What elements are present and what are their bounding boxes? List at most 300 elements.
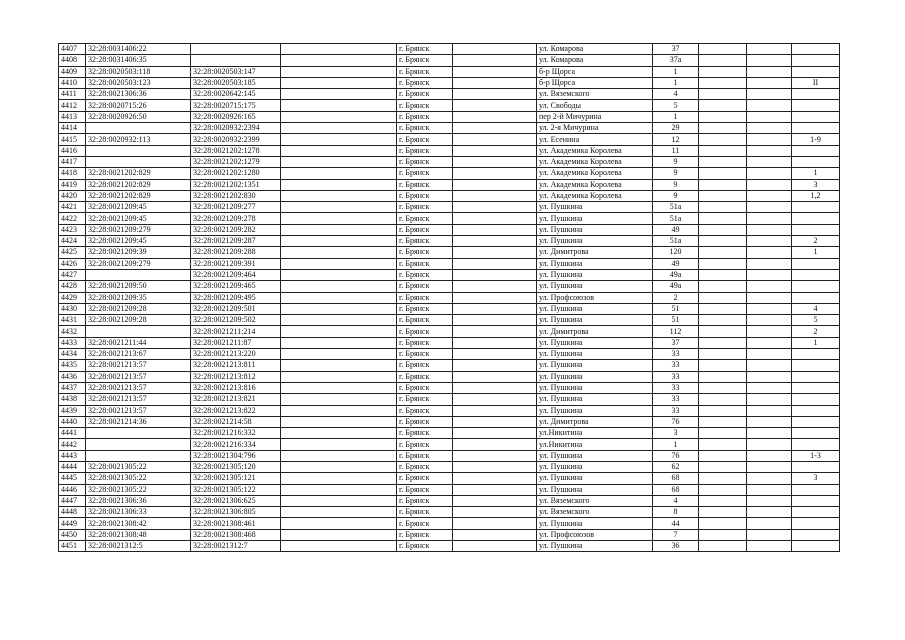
flat-number-cell xyxy=(792,349,840,360)
empty-cell xyxy=(281,518,397,529)
empty-cell xyxy=(453,145,537,156)
house-number-cell: 49а xyxy=(653,269,699,280)
empty-cell xyxy=(747,461,792,472)
parcel-cadastral-cell xyxy=(86,145,191,156)
row-number-cell: 4427 xyxy=(59,269,86,280)
empty-cell xyxy=(453,394,537,405)
house-number-cell: 9 xyxy=(653,190,699,201)
table-row xyxy=(59,507,840,518)
table-row xyxy=(59,360,840,371)
parcel-cadastral-cell: 32:28:0020503:118 xyxy=(86,66,191,77)
empty-cell xyxy=(281,326,397,337)
table-body xyxy=(59,44,840,552)
house-number-cell: 76 xyxy=(653,416,699,427)
parcel-cadastral-cell: 32:28:0021202:829 xyxy=(86,190,191,201)
house-number-cell: 1 xyxy=(653,111,699,122)
row-number-cell: 4437 xyxy=(59,382,86,393)
flat-number-cell xyxy=(792,394,840,405)
row-number-cell: 4413 xyxy=(59,111,86,122)
row-number-cell: 4449 xyxy=(59,518,86,529)
parcel-cadastral-cell: 32:28:0021305:22 xyxy=(86,461,191,472)
city-cell: г. Брянск xyxy=(397,134,453,145)
street-cell: ул. 2-я Мичурина xyxy=(537,123,653,134)
house-number-cell: 51 xyxy=(653,315,699,326)
empty-cell xyxy=(453,202,537,213)
parcel-cadastral-cell: 32:28:0021214:36 xyxy=(86,416,191,427)
empty-cell xyxy=(747,326,792,337)
flat-number-cell xyxy=(792,111,840,122)
empty-cell xyxy=(453,134,537,145)
house-number-cell: 37 xyxy=(653,44,699,55)
parcel-cadastral-cell: 32:28:0031406:35 xyxy=(86,55,191,66)
table-row xyxy=(59,55,840,66)
empty-cell xyxy=(699,145,747,156)
empty-cell xyxy=(699,123,747,134)
empty-cell xyxy=(281,439,397,450)
row-number-cell: 4424 xyxy=(59,236,86,247)
flat-number-cell xyxy=(792,416,840,427)
table-row xyxy=(59,495,840,506)
empty-cell xyxy=(453,349,537,360)
parcel-cadastral-cell: 32:28:0021308:42 xyxy=(86,518,191,529)
row-number-cell: 4425 xyxy=(59,247,86,258)
street-cell: ул. Пушкина xyxy=(537,315,653,326)
street-cell: ул. Пушкина xyxy=(537,213,653,224)
city-cell: г. Брянск xyxy=(397,66,453,77)
empty-cell xyxy=(453,405,537,416)
empty-cell xyxy=(281,473,397,484)
empty-cell xyxy=(453,224,537,235)
flat-number-cell: 2 xyxy=(792,326,840,337)
empty-cell xyxy=(747,202,792,213)
parcel-cadastral-cell: 32:28:0021213:57 xyxy=(86,382,191,393)
empty-cell xyxy=(699,224,747,235)
empty-cell xyxy=(747,55,792,66)
empty-cell xyxy=(699,190,747,201)
building-cadastral-cell: 32:28:0021209:277 xyxy=(191,202,281,213)
table-row xyxy=(59,394,840,405)
empty-cell xyxy=(747,405,792,416)
empty-cell xyxy=(699,111,747,122)
empty-cell xyxy=(281,100,397,111)
flat-number-cell xyxy=(792,541,840,552)
empty-cell xyxy=(699,541,747,552)
house-number-cell: 36 xyxy=(653,541,699,552)
empty-cell xyxy=(699,529,747,540)
empty-cell xyxy=(453,168,537,179)
empty-cell xyxy=(699,349,747,360)
house-number-cell: 37 xyxy=(653,337,699,348)
city-cell: г. Брянск xyxy=(397,349,453,360)
row-number-cell: 4410 xyxy=(59,77,86,88)
empty-cell xyxy=(453,123,537,134)
table-row xyxy=(59,224,840,235)
empty-cell xyxy=(281,179,397,190)
empty-cell xyxy=(699,202,747,213)
house-number-cell: 112 xyxy=(653,326,699,337)
house-number-cell: 7 xyxy=(653,529,699,540)
table-row xyxy=(59,269,840,280)
city-cell: г. Брянск xyxy=(397,303,453,314)
empty-cell xyxy=(281,247,397,258)
empty-cell xyxy=(699,382,747,393)
table-row xyxy=(59,473,840,484)
row-number-cell: 4440 xyxy=(59,416,86,427)
building-cadastral-cell: 32:28:0021305:121 xyxy=(191,473,281,484)
empty-cell xyxy=(747,111,792,122)
table-row xyxy=(59,179,840,190)
building-cadastral-cell: 32:28:0021209:501 xyxy=(191,303,281,314)
empty-cell xyxy=(281,337,397,348)
row-number-cell: 4443 xyxy=(59,450,86,461)
street-cell: б-р Щорса xyxy=(537,66,653,77)
row-number-cell: 4421 xyxy=(59,202,86,213)
flat-number-cell xyxy=(792,371,840,382)
city-cell: г. Брянск xyxy=(397,44,453,55)
house-number-cell: 5 xyxy=(653,100,699,111)
house-number-cell: 49 xyxy=(653,258,699,269)
building-cadastral-cell: 32:28:0021306:805 xyxy=(191,507,281,518)
empty-cell xyxy=(281,134,397,145)
flat-number-cell xyxy=(792,269,840,280)
empty-cell xyxy=(747,484,792,495)
house-number-cell: 120 xyxy=(653,247,699,258)
city-cell: г. Брянск xyxy=(397,202,453,213)
row-number-cell: 4416 xyxy=(59,145,86,156)
empty-cell xyxy=(699,518,747,529)
parcel-cadastral-cell: 32:28:0020715:26 xyxy=(86,100,191,111)
empty-cell xyxy=(281,202,397,213)
building-cadastral-cell: 32:28:0021306:625 xyxy=(191,495,281,506)
building-cadastral-cell: 32:28:0021202:1279 xyxy=(191,156,281,167)
flat-number-cell xyxy=(792,495,840,506)
empty-cell xyxy=(281,111,397,122)
city-cell: г. Брянск xyxy=(397,507,453,518)
table-row xyxy=(59,111,840,122)
flat-number-cell xyxy=(792,258,840,269)
empty-cell xyxy=(453,315,537,326)
street-cell: ул. Академика Королева xyxy=(537,145,653,156)
city-cell: г. Брянск xyxy=(397,179,453,190)
city-cell: г. Брянск xyxy=(397,518,453,529)
empty-cell xyxy=(699,213,747,224)
house-number-cell: 33 xyxy=(653,360,699,371)
building-cadastral-cell: 32:28:0021209:464 xyxy=(191,269,281,280)
street-cell: ул. Пушкина xyxy=(537,224,653,235)
row-number-cell: 4423 xyxy=(59,224,86,235)
row-number-cell: 4431 xyxy=(59,315,86,326)
house-number-cell: 51а xyxy=(653,236,699,247)
building-cadastral-cell: 32:28:0020715:175 xyxy=(191,100,281,111)
empty-cell xyxy=(281,507,397,518)
empty-cell xyxy=(281,315,397,326)
building-cadastral-cell: 32:28:0021209:495 xyxy=(191,292,281,303)
house-number-cell: 12 xyxy=(653,134,699,145)
empty-cell xyxy=(747,292,792,303)
empty-cell xyxy=(453,190,537,201)
empty-cell xyxy=(699,315,747,326)
house-number-cell: 8 xyxy=(653,507,699,518)
empty-cell xyxy=(699,292,747,303)
parcel-cadastral-cell: 32:28:0021209:35 xyxy=(86,292,191,303)
house-number-cell: 29 xyxy=(653,123,699,134)
parcel-cadastral-cell: 32:28:0021306:36 xyxy=(86,495,191,506)
empty-cell xyxy=(747,303,792,314)
table-row xyxy=(59,303,840,314)
city-cell: г. Брянск xyxy=(397,360,453,371)
row-number-cell: 4441 xyxy=(59,428,86,439)
street-cell: ул. Пушкина xyxy=(537,337,653,348)
house-number-cell: 68 xyxy=(653,473,699,484)
row-number-cell: 4438 xyxy=(59,394,86,405)
building-cadastral-cell: 32:28:0020642:145 xyxy=(191,89,281,100)
table-row xyxy=(59,315,840,326)
empty-cell xyxy=(281,349,397,360)
empty-cell xyxy=(699,439,747,450)
empty-cell xyxy=(747,371,792,382)
building-cadastral-cell: 32:28:0021202:1280 xyxy=(191,168,281,179)
city-cell: г. Брянск xyxy=(397,337,453,348)
empty-cell xyxy=(281,236,397,247)
empty-cell xyxy=(747,100,792,111)
building-cadastral-cell: 32:28:0021202:1351 xyxy=(191,179,281,190)
table-row xyxy=(59,156,840,167)
empty-cell xyxy=(699,416,747,427)
address-register-table xyxy=(58,43,840,552)
street-cell: ул. Пушкина xyxy=(537,450,653,461)
parcel-cadastral-cell: 32:28:0021202:829 xyxy=(86,179,191,190)
empty-cell xyxy=(747,258,792,269)
table-row xyxy=(59,258,840,269)
empty-cell xyxy=(747,168,792,179)
city-cell: г. Брянск xyxy=(397,371,453,382)
city-cell: г. Брянск xyxy=(397,123,453,134)
parcel-cadastral-cell: 32:28:0021209:45 xyxy=(86,202,191,213)
flat-number-cell xyxy=(792,405,840,416)
empty-cell xyxy=(453,292,537,303)
city-cell: г. Брянск xyxy=(397,269,453,280)
parcel-cadastral-cell: 32:28:0021213:57 xyxy=(86,360,191,371)
city-cell: г. Брянск xyxy=(397,168,453,179)
street-cell: б-р Щорса xyxy=(537,77,653,88)
empty-cell xyxy=(699,450,747,461)
row-number-cell: 4450 xyxy=(59,529,86,540)
empty-cell xyxy=(453,66,537,77)
empty-cell xyxy=(453,416,537,427)
building-cadastral-cell: 32:28:0020926:165 xyxy=(191,111,281,122)
city-cell: г. Брянск xyxy=(397,258,453,269)
street-cell: ул. Академика Королева xyxy=(537,168,653,179)
city-cell: г. Брянск xyxy=(397,529,453,540)
street-cell: ул. Пушкина xyxy=(537,405,653,416)
parcel-cadastral-cell: 32:28:0021209:28 xyxy=(86,303,191,314)
house-number-cell: 62 xyxy=(653,461,699,472)
city-cell: г. Брянск xyxy=(397,439,453,450)
house-number-cell: 76 xyxy=(653,450,699,461)
table-row xyxy=(59,77,840,88)
house-number-cell: 1 xyxy=(653,439,699,450)
row-number-cell: 4445 xyxy=(59,473,86,484)
flat-number-cell xyxy=(792,224,840,235)
building-cadastral-cell: 32:28:0021213:220 xyxy=(191,349,281,360)
parcel-cadastral-cell xyxy=(86,123,191,134)
house-number-cell: 68 xyxy=(653,484,699,495)
empty-cell xyxy=(281,394,397,405)
empty-cell xyxy=(699,269,747,280)
empty-cell xyxy=(281,89,397,100)
building-cadastral-cell: 32:28:0021216:334 xyxy=(191,439,281,450)
flat-number-cell: 1 xyxy=(792,168,840,179)
row-number-cell: 4432 xyxy=(59,326,86,337)
empty-cell xyxy=(453,213,537,224)
empty-cell xyxy=(699,281,747,292)
table-row xyxy=(59,292,840,303)
empty-cell xyxy=(699,156,747,167)
street-cell: ул. Свободы xyxy=(537,100,653,111)
table-row xyxy=(59,450,840,461)
empty-cell xyxy=(747,428,792,439)
empty-cell xyxy=(699,360,747,371)
empty-cell xyxy=(747,44,792,55)
empty-cell xyxy=(747,269,792,280)
house-number-cell: 3 xyxy=(653,428,699,439)
table-row xyxy=(59,202,840,213)
empty-cell xyxy=(699,473,747,484)
building-cadastral-cell: 32:28:0021216:332 xyxy=(191,428,281,439)
parcel-cadastral-cell: 32:28:0021312:5 xyxy=(86,541,191,552)
table-row xyxy=(59,44,840,55)
building-cadastral-cell: 32:28:0021209:465 xyxy=(191,281,281,292)
street-cell: ул. Пушкина xyxy=(537,518,653,529)
empty-cell xyxy=(281,168,397,179)
building-cadastral-cell: 32:28:0020503:185 xyxy=(191,77,281,88)
flat-number-cell: 1-9 xyxy=(792,134,840,145)
row-number-cell: 4430 xyxy=(59,303,86,314)
street-cell: ул. Вяземского xyxy=(537,89,653,100)
empty-cell xyxy=(453,529,537,540)
empty-cell xyxy=(747,337,792,348)
parcel-cadastral-cell: 32:28:0021209:45 xyxy=(86,236,191,247)
row-number-cell: 4408 xyxy=(59,55,86,66)
empty-cell xyxy=(453,44,537,55)
city-cell: г. Брянск xyxy=(397,89,453,100)
house-number-cell: 1 xyxy=(653,66,699,77)
empty-cell xyxy=(281,541,397,552)
empty-cell xyxy=(453,111,537,122)
city-cell: г. Брянск xyxy=(397,541,453,552)
table-row xyxy=(59,416,840,427)
parcel-cadastral-cell: 32:28:0021209:50 xyxy=(86,281,191,292)
empty-cell xyxy=(281,281,397,292)
building-cadastral-cell: 32:28:0021213:821 xyxy=(191,394,281,405)
street-cell: ул. Пушкина xyxy=(537,202,653,213)
parcel-cadastral-cell: 32:28:0021209:279 xyxy=(86,258,191,269)
house-number-cell: 33 xyxy=(653,349,699,360)
empty-cell xyxy=(699,507,747,518)
row-number-cell: 4446 xyxy=(59,484,86,495)
table-row xyxy=(59,168,840,179)
street-cell: ул. Комарова xyxy=(537,55,653,66)
empty-cell xyxy=(747,394,792,405)
table-row xyxy=(59,428,840,439)
building-cadastral-cell: 32:28:0021308:461 xyxy=(191,518,281,529)
city-cell: г. Брянск xyxy=(397,100,453,111)
city-cell: г. Брянск xyxy=(397,213,453,224)
table-row xyxy=(59,382,840,393)
empty-cell xyxy=(453,269,537,280)
city-cell: г. Брянск xyxy=(397,484,453,495)
city-cell: г. Брянск xyxy=(397,450,453,461)
empty-cell xyxy=(453,507,537,518)
city-cell: г. Брянск xyxy=(397,405,453,416)
row-number-cell: 4439 xyxy=(59,405,86,416)
empty-cell xyxy=(699,337,747,348)
street-cell: ул. Пушкина xyxy=(537,473,653,484)
row-number-cell: 4429 xyxy=(59,292,86,303)
building-cadastral-cell: 32:28:0021308:468 xyxy=(191,529,281,540)
empty-cell xyxy=(747,123,792,134)
street-cell: ул. Профсоюзов xyxy=(537,292,653,303)
street-cell: ул. Пушкина xyxy=(537,303,653,314)
house-number-cell: 33 xyxy=(653,405,699,416)
building-cadastral-cell: 32:28:0021213:812 xyxy=(191,371,281,382)
street-cell: ул. Пушкина xyxy=(537,269,653,280)
empty-cell xyxy=(699,134,747,145)
flat-number-cell xyxy=(792,66,840,77)
city-cell: г. Брянск xyxy=(397,473,453,484)
empty-cell xyxy=(281,44,397,55)
city-cell: г. Брянск xyxy=(397,145,453,156)
empty-cell xyxy=(453,439,537,450)
table-row xyxy=(59,281,840,292)
empty-cell xyxy=(699,89,747,100)
empty-cell xyxy=(281,190,397,201)
empty-cell xyxy=(453,77,537,88)
table-row xyxy=(59,123,840,134)
street-cell: ул. Комарова xyxy=(537,44,653,55)
flat-number-cell xyxy=(792,281,840,292)
table-row xyxy=(59,529,840,540)
building-cadastral-cell: 32:28:0021305:120 xyxy=(191,461,281,472)
house-number-cell: 9 xyxy=(653,156,699,167)
flat-number-cell xyxy=(792,55,840,66)
empty-cell xyxy=(453,428,537,439)
street-cell: ул. Димитрова xyxy=(537,416,653,427)
empty-cell xyxy=(281,303,397,314)
city-cell: г. Брянск xyxy=(397,416,453,427)
house-number-cell: 51 xyxy=(653,303,699,314)
building-cadastral-cell: 32:28:0021211:87 xyxy=(191,337,281,348)
empty-cell xyxy=(747,156,792,167)
empty-cell xyxy=(699,303,747,314)
empty-cell xyxy=(699,405,747,416)
street-cell: ул. Академика Королева xyxy=(537,156,653,167)
empty-cell xyxy=(747,236,792,247)
parcel-cadastral-cell: 32:28:0021209:45 xyxy=(86,213,191,224)
street-cell: ул. Пушкина xyxy=(537,258,653,269)
building-cadastral-cell: 32:28:0021202:830 xyxy=(191,190,281,201)
street-cell: ул. Пушкина xyxy=(537,382,653,393)
parcel-cadastral-cell: 32:28:0021213:57 xyxy=(86,394,191,405)
empty-cell xyxy=(699,326,747,337)
flat-number-cell xyxy=(792,518,840,529)
city-cell: г. Брянск xyxy=(397,461,453,472)
street-cell: пер 2-й Мичурина xyxy=(537,111,653,122)
row-number-cell: 4420 xyxy=(59,190,86,201)
flat-number-cell: 2 xyxy=(792,236,840,247)
flat-number-cell: 3 xyxy=(792,473,840,484)
parcel-cadastral-cell: 32:28:0021209:28 xyxy=(86,315,191,326)
